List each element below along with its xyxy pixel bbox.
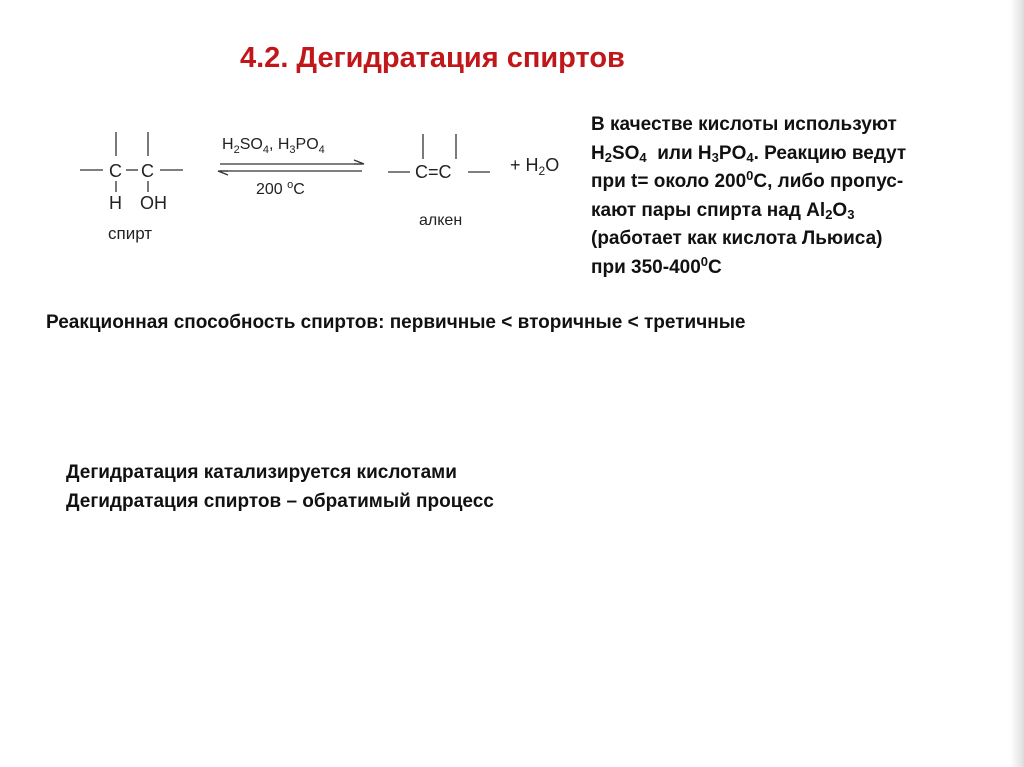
reactant-carbon: C xyxy=(109,161,122,181)
note-line: при t= около $200^0С$, либо пропус- xyxy=(591,168,904,193)
reverse-arrowhead xyxy=(218,171,228,175)
reaction-scheme xyxy=(70,120,590,260)
forward-arrowhead xyxy=(354,160,364,164)
reactant-carbon: C xyxy=(141,161,154,181)
fact-line: Дегидратация спиртов – обратимый процесс xyxy=(66,491,494,512)
reactant-hydroxyl: OH xyxy=(140,193,167,213)
catalyst-formula: $H_2SO_4$, $H_3PO_4$ xyxy=(222,136,325,156)
catalyst-note xyxy=(591,111,1021,283)
page-edge-shadow xyxy=(1010,0,1024,767)
product-carbon: C=C xyxy=(415,162,452,182)
reactant-hydrogen: H xyxy=(109,193,122,213)
note-line: В качестве кислоты используют xyxy=(591,114,897,135)
slide-title: 4.2. Дегидратация спиртов xyxy=(240,42,625,74)
note-line: (работает как кислота Льюиса) xyxy=(591,228,883,250)
product-structure xyxy=(388,134,490,229)
reaction-temperature: 200 $^o$C xyxy=(256,179,305,198)
product-label: алкен xyxy=(419,212,463,229)
facts-block xyxy=(66,458,494,516)
note-line: при $350-400^0С$ xyxy=(591,253,722,278)
note-line: $H_2SO_4$ или $H_3PO_4$. Реакцию ведут xyxy=(591,142,907,165)
byproduct-water: + $H_2O$ xyxy=(510,155,560,178)
fact-line: Дегидратация катализируется кислотами xyxy=(66,462,457,483)
reaction-conditions xyxy=(218,136,364,198)
note-line: кают пары спирта над $Al_2O_3$ xyxy=(591,199,855,222)
reactant-label: спирт xyxy=(108,224,153,243)
reactivity-statement: Реакционная способность спиртов: первичные < вторичные < третичные xyxy=(46,312,746,333)
reactant-structure xyxy=(80,132,183,243)
double-bond: = xyxy=(428,162,439,182)
